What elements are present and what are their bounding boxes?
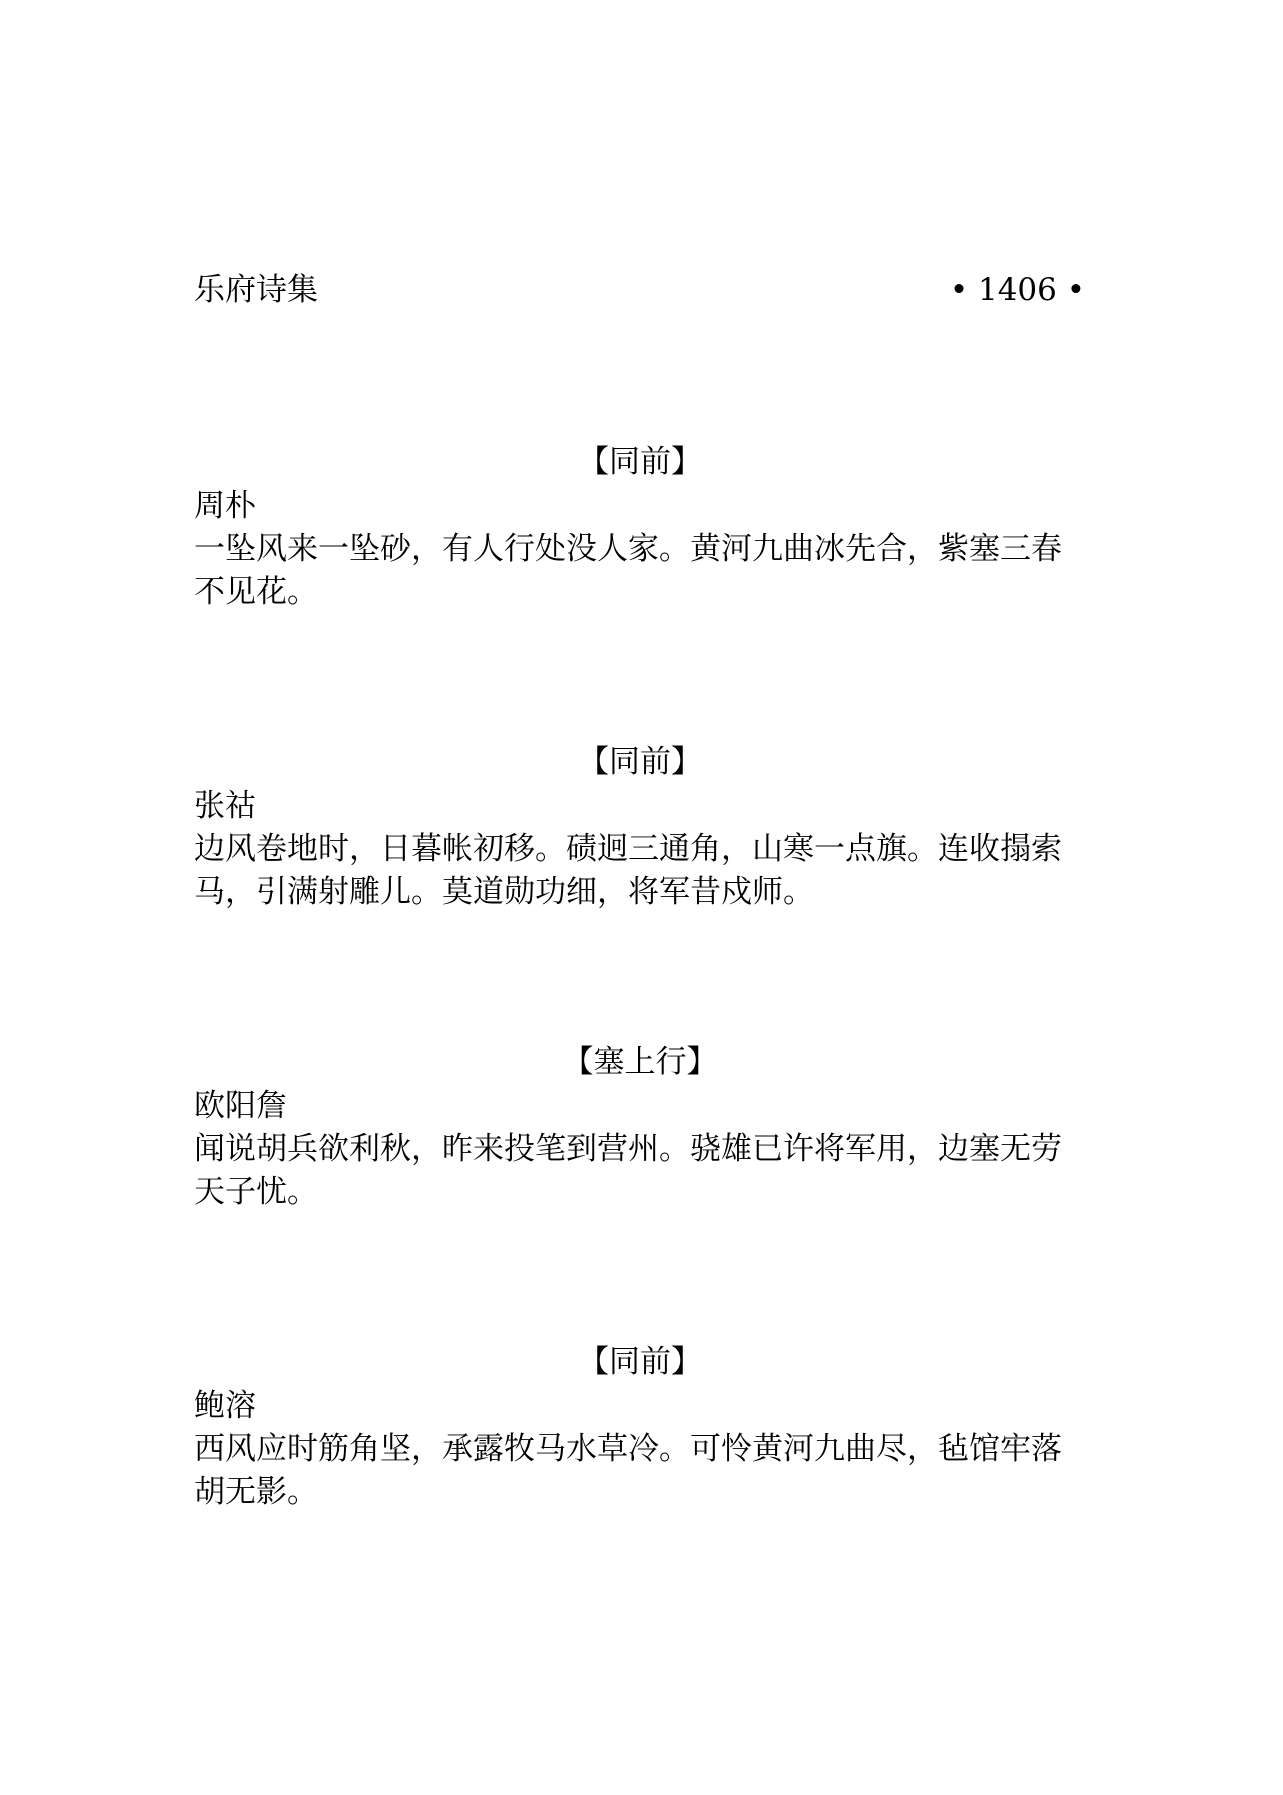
- poem-text: 一坠风来一坠砂，有人行处没人家。黄河九曲冰先合，紫塞三春不见花。: [194, 531, 1062, 610]
- poem-author: 张祜: [194, 788, 256, 824]
- page-number: • 1406 •: [949, 272, 1085, 308]
- poem-author: 鲍溶: [194, 1388, 256, 1424]
- poem-title: 【同前】: [578, 744, 702, 780]
- poem-section: [194, 740, 1086, 914]
- poem-text: 边风卷地时，日暮帐初移。碛迥三通角，山寒一点旗。连收搨索马，引满射雕儿。莫道勋功细，将军昔戍师。: [194, 831, 1062, 910]
- poem-title: 【塞上行】: [562, 1044, 718, 1080]
- page-header: [194, 268, 1085, 312]
- poem-author: 周朴: [194, 488, 256, 524]
- poem-title: 【同前】: [578, 1344, 702, 1380]
- book-title: 乐府诗集: [194, 272, 318, 308]
- poem-section: [194, 440, 1086, 614]
- poem-author: 欧阳詹: [194, 1088, 287, 1124]
- poem-section: [194, 1340, 1086, 1514]
- poem-title: 【同前】: [578, 444, 702, 480]
- poem-text: 闻说胡兵欲利秋，昨来投笔到营州。骁雄已许将军用，边塞无劳天子忧。: [194, 1131, 1062, 1210]
- poem-section: [194, 1040, 1086, 1214]
- poem-text: 西风应时筋角坚，承露牧马水草冷。可怜黄河九曲尽，毡馆牢落胡无影。: [194, 1431, 1062, 1510]
